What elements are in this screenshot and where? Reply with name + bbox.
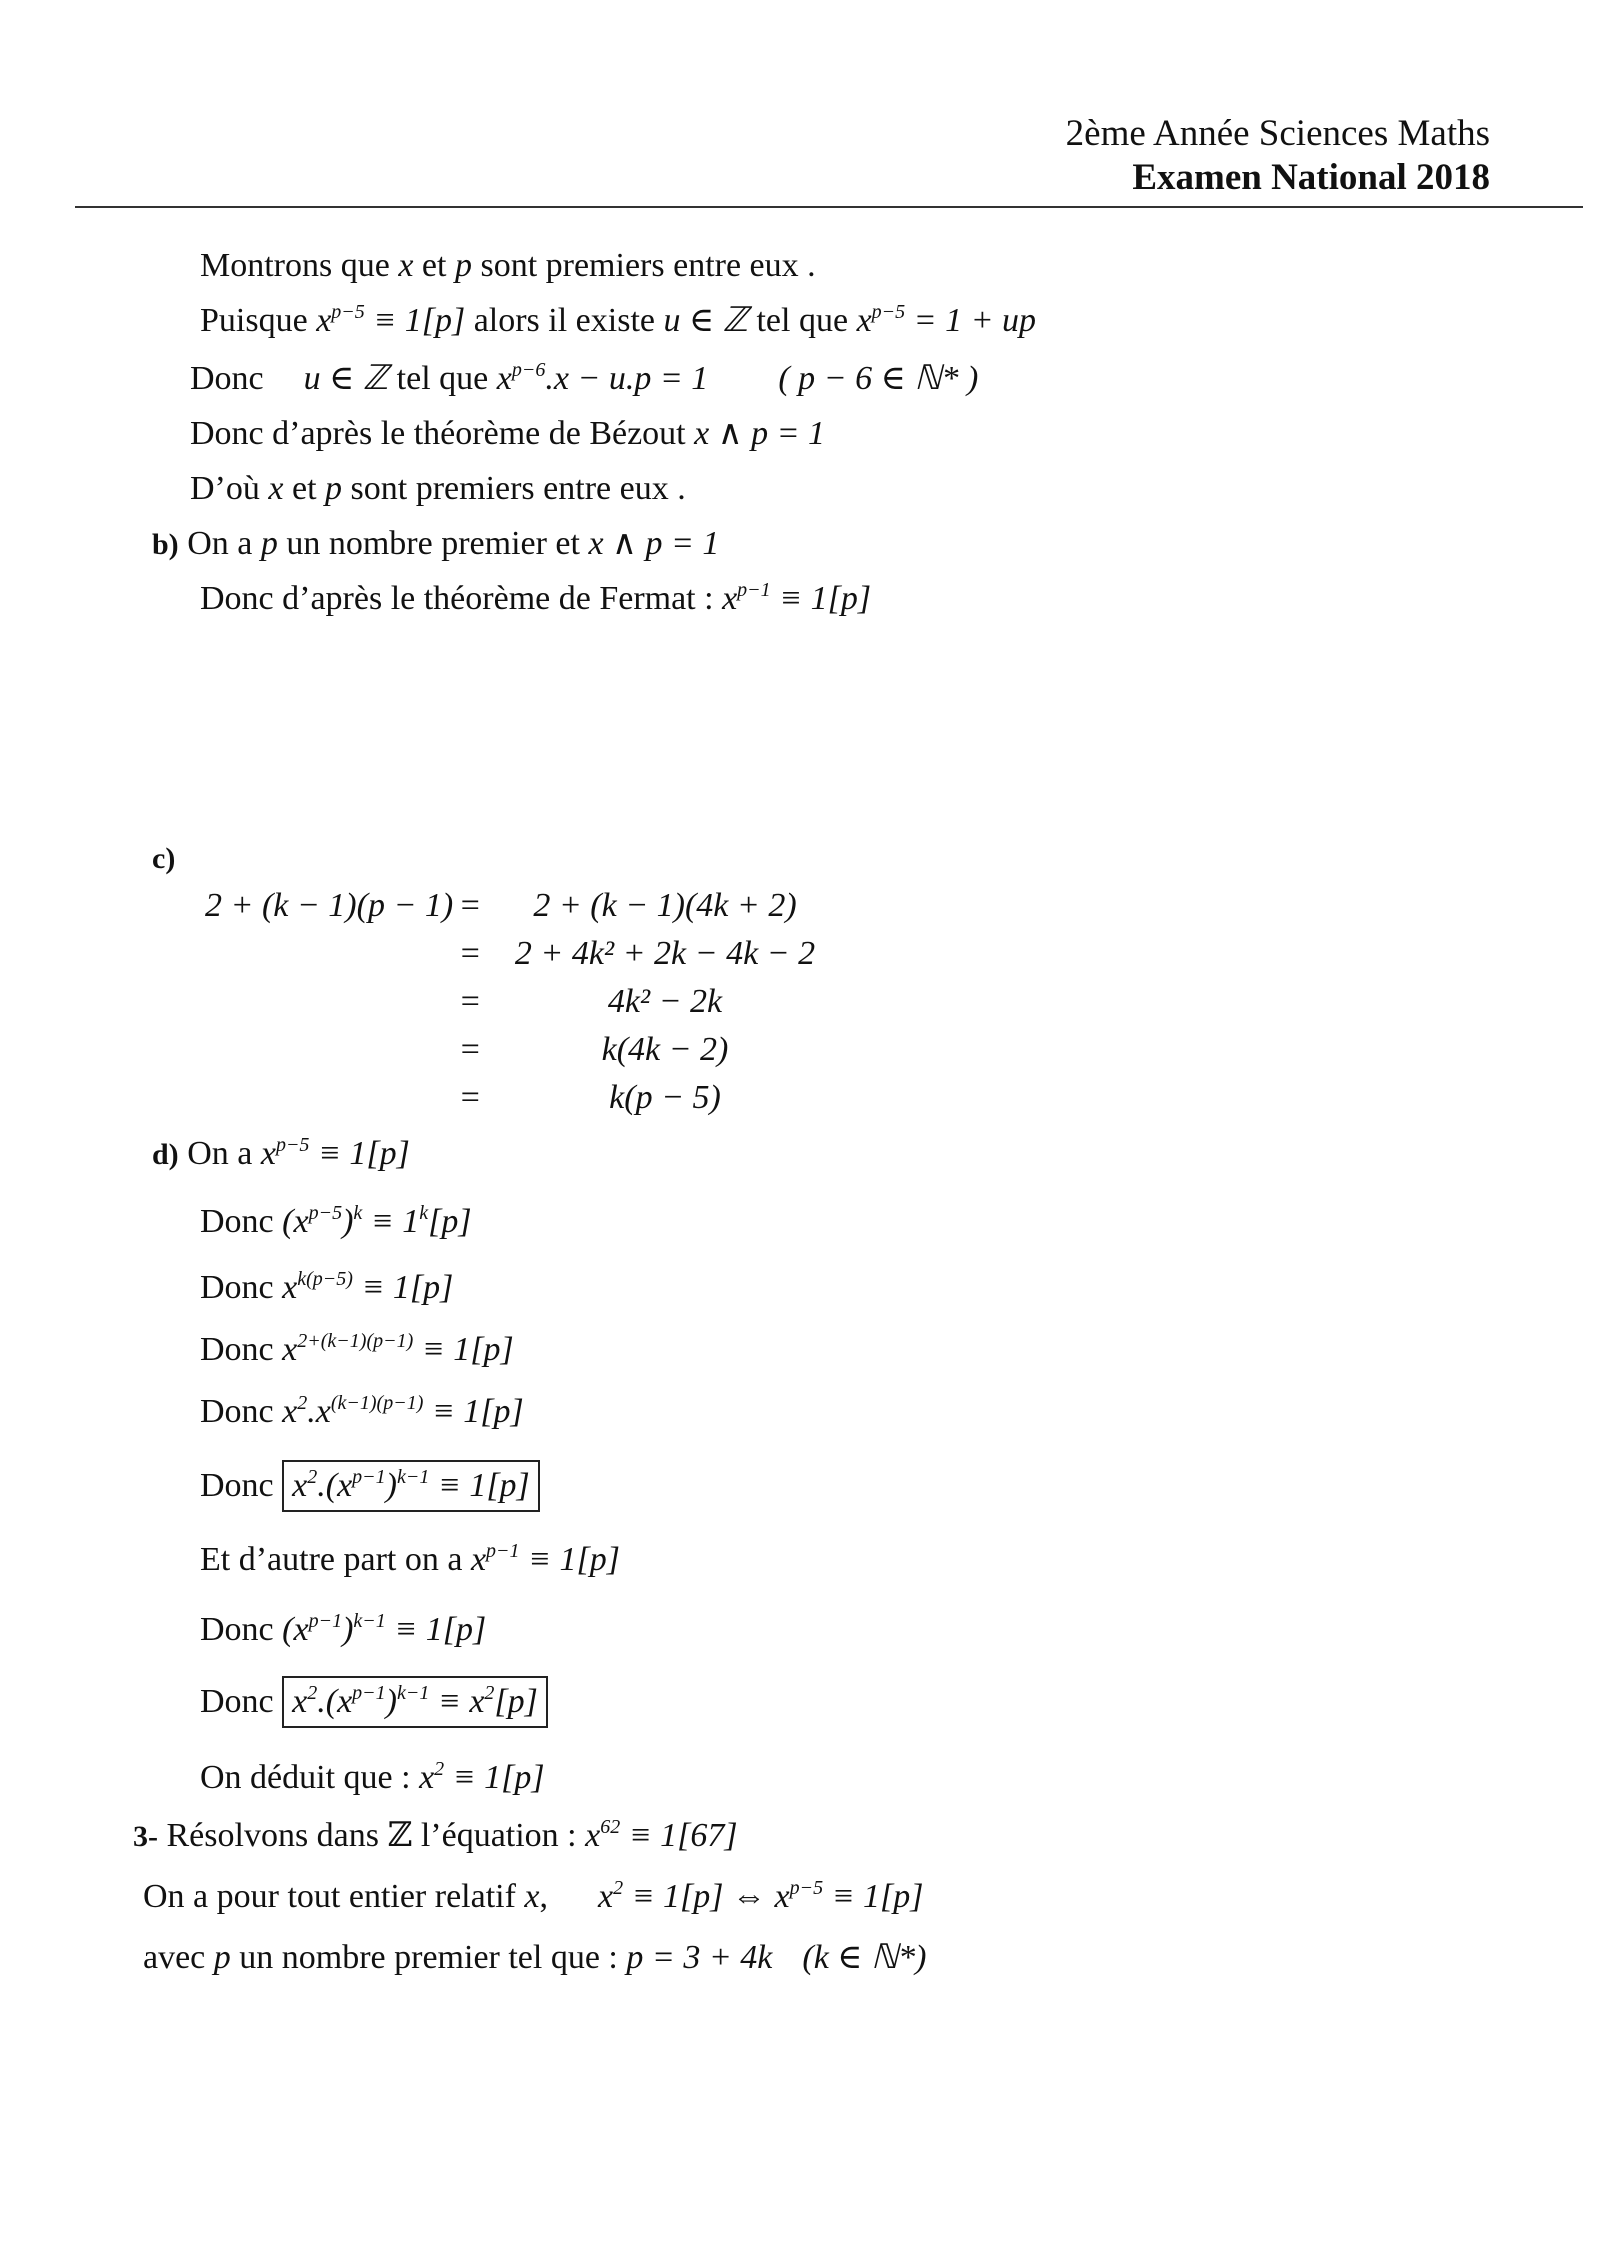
boxed-result-2: $x^2.(x^{p-1})^{k-1} \equiv x^2[p]$ bbox=[282, 1676, 548, 1728]
line-d3: Donc $x^{k(p-5)} \equiv 1[p]$ bbox=[200, 1268, 454, 1306]
line-fermat: Donc d’après le théorème de Fermat : $x^{p-1} \equiv 1[p]$ bbox=[200, 579, 872, 617]
line-d9-boxed: Donc $x^2.(x^{p-1})^{k-1} \equiv x^2[p]$ bbox=[200, 1676, 548, 1728]
line-s3-3: avec p un nombre premier tel que : p = 3 + 4k (k ∈ ℕ*) bbox=[143, 1939, 927, 1976]
line-montrons: Montrons que x et p sont premiers entre eux . bbox=[200, 247, 816, 284]
header-exam: Examen National 2018 bbox=[1132, 157, 1490, 198]
header-class: 2ème Année Sciences Maths bbox=[1065, 113, 1490, 154]
header-divider bbox=[75, 206, 1583, 208]
line-d4: Donc $x^{2+(k-1)(p-1)} \equiv 1[p]$ bbox=[200, 1330, 514, 1368]
line-donc-bezout-setup: Donc u ∈ ℤ tel que $x^{p-6}.x - u.p = 1$ ( p − 6 ∈ ℕ* ) bbox=[190, 359, 979, 397]
line-bezout: Donc d’après le théorème de Bézout x ∧ p = 1 bbox=[190, 415, 826, 452]
line-b: b) On a p un nombre premier et x ∧ p = 1 bbox=[152, 525, 720, 562]
line-d8: Donc $(x^{p-1})^{k-1} \equiv 1[p]$ bbox=[200, 1610, 487, 1648]
line-d6-boxed: Donc $x^2.(x^{p-1})^{k-1} \equiv 1[p]$ bbox=[200, 1460, 540, 1512]
page-header bbox=[1066, 112, 1490, 200]
line-d2: Donc $(x^{p-5})^k \equiv 1^k[p]$ bbox=[200, 1202, 472, 1240]
line-d10: On déduit que : $x^2 \equiv 1[p]$ bbox=[200, 1758, 545, 1796]
line-s3-2: On a pour tout entier relatif x, $x^2 \equiv 1[p]$ ⇔ $x^{p-5} \equiv 1[p]$ bbox=[143, 1877, 924, 1915]
line-dou: D’où x et p sont premiers entre eux . bbox=[190, 470, 686, 507]
line-d1: d) On a $x^{p-5} \equiv 1[p]$ bbox=[152, 1134, 410, 1172]
label-c: c) bbox=[152, 842, 176, 875]
line-puisque: Puisque $x^{p-5} \equiv 1[p]$ alors il existe u ∈ ℤ tel que $x^{p-5} = 1$ + up bbox=[200, 301, 1037, 339]
line-section-3: 3- Résolvons dans ℤ l’équation : $x^{62} \equiv 1[67]$ bbox=[133, 1816, 738, 1854]
line-d5: Donc $x^2.x^{(k-1)(p-1)} \equiv 1[p]$ bbox=[200, 1392, 524, 1430]
boxed-result-1: $x^2.(x^{p-1})^{k-1} \equiv 1[p]$ bbox=[282, 1460, 540, 1512]
line-d7: Et d’autre part on a $x^{p-1} \equiv 1[p]$ bbox=[200, 1540, 620, 1578]
